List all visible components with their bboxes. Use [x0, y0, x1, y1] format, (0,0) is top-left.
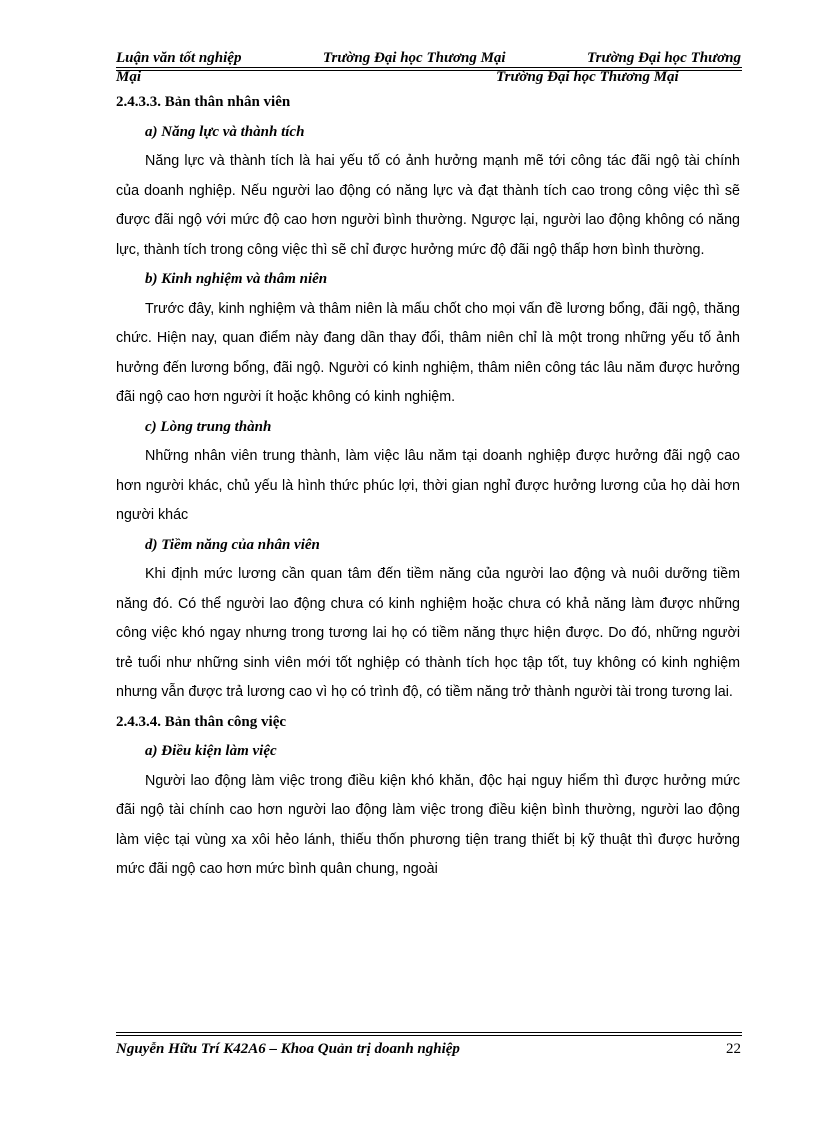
subsection-heading: c) Lòng trung thành	[145, 418, 272, 435]
subsection-heading: a) Điều kiện làm việc	[145, 743, 277, 759]
section-heading: 2.4.3.4. Bản thân công việc	[116, 713, 287, 730]
header-university-repeat: Trường Đại học Thương	[587, 50, 741, 66]
paragraph: Người lao động làm việc trong điều kiện khó khăn, độc hại nguy hiểm thì được hưởng mức đãi ngộ tài chính cao hơn người lao động làm việc trong điều kiện bình thường, người lao động làm việc tại vùng xa xôi hẻo lánh, thiếu thốn phương tiện trang thiết bị kỹ thuật thì được hưởng mức đãi ngộ cao hơn mức bình quân chung, ngoài	[116, 772, 740, 877]
section-heading: 2.4.3.3. Bản thân nhân viên	[116, 94, 291, 110]
paragraph: Những nhân viên trung thành, làm việc lâu năm tại doanh nghiệp được hưởng đãi ngộ cao hơn người khác, chủ yếu là hình thức phúc lợi, thời gian nghỉ được hưởng lương của họ dài hơn người khác	[116, 448, 740, 523]
page-header	[116, 49, 741, 87]
header-thesis-label: Luận văn tốt nghiệp	[116, 50, 242, 66]
header-rule	[116, 67, 742, 68]
subsection-heading: d) Tiềm năng của nhân viên	[145, 536, 320, 553]
header-rule-double	[116, 70, 742, 71]
footer-rule	[116, 1032, 742, 1033]
subsection-heading: b) Kinh nghiệm và thâm niên	[145, 271, 328, 287]
footer-author: Nguyễn Hữu Trí K42A6 – Khoa Quản trị doanh nghiệp	[116, 1041, 460, 1057]
paragraph: Năng lực và thành tích là hai yếu tố có ảnh hưởng mạnh mẽ tới công tác đãi ngộ tài chính của doanh nghiệp. Nếu người lao động có năng lực và đạt thành tích cao trong công việc thì sẽ được đãi ngộ với mức độ cao hơn người bình thường. Ngược lại, người lao động không có năng lực, thành tích trong công việc thì sẽ chỉ được hưởng mức độ đãi ngộ thấp hơn bình thường.	[116, 153, 740, 258]
header-university-line2: Trường Đại học Thương Mại	[496, 69, 679, 85]
paragraph: Khi định mức lương cần quan tâm đến tiềm năng của người lao động và nuôi dưỡng tiềm năng đó. Có thể người lao động chưa có kinh nghiệm hoặc chưa có khả năng làm được những công việc khó ngay nhưng trong tương lai họ có tiềm năng thực hiện được. Do đó, những người trẻ tuổi như những sinh viên mới tốt nghiệp có thành tích học tập tốt, tuy không có kinh nghiệm nhưng vẫn được trả lương cao vì họ có trình độ, có tiềm năng trở thành người tài trong tương lai.	[116, 566, 740, 700]
paragraph: Trước đây, kinh nghiệm và thâm niên là mấu chốt cho mọi vấn đề lương bổng, đãi ngộ, thăng chức. Hiện nay, quan điểm này đang dần thay đổi, thâm niên chỉ là một trong những yếu tố ảnh hưởng đến lương bổng, đãi ngộ. Người có kinh nghiệm, thâm niên công tác lâu năm được hưởng đãi ngộ cao hơn người ít hoặc không có kinh nghiệm.	[116, 300, 740, 405]
header-university-cont: Mại	[116, 69, 142, 85]
footer-rule-double	[116, 1035, 742, 1036]
header-university: Trường Đại học Thương Mại	[322, 50, 506, 66]
page-footer	[116, 1040, 741, 1059]
page-number: 22	[726, 1041, 741, 1057]
subsection-heading: a) Năng lực và thành tích	[145, 123, 305, 140]
document-body	[116, 88, 740, 885]
